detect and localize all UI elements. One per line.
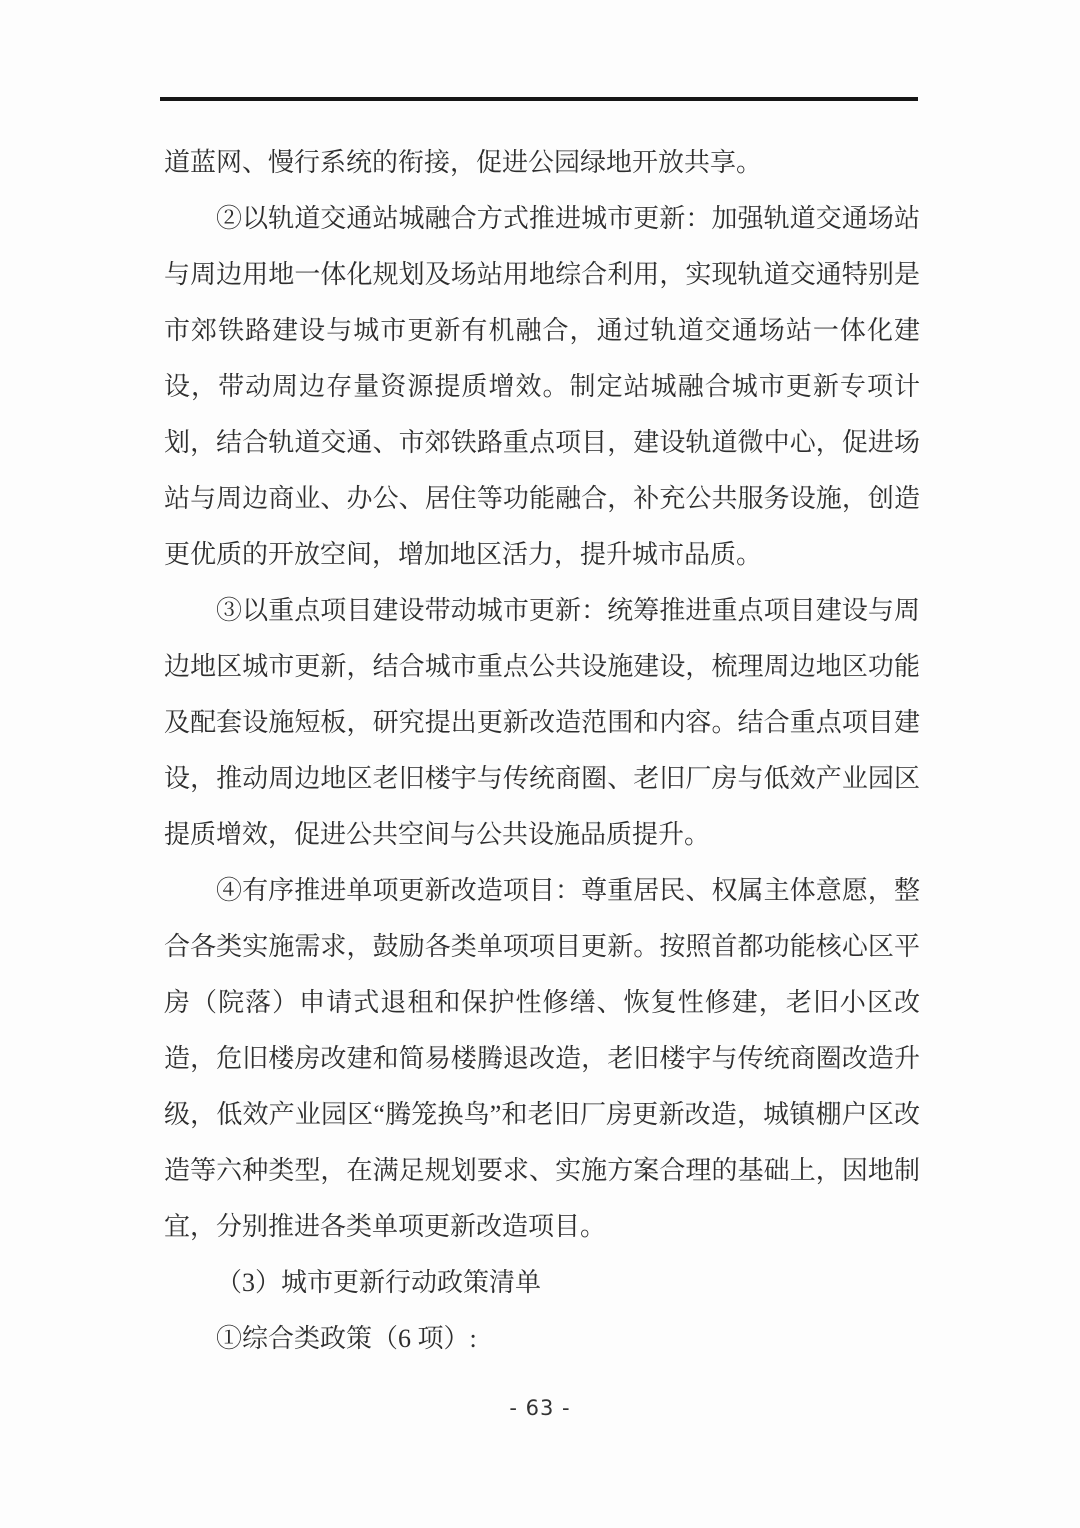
paragraph-item-4-single-renewal: ④有序推进单项更新改造项目：尊重居民、权属主体意愿，整合各类实施需求，鼓励各类单项项目更新。按照首都功能核心区平房（院落）申请式退租和保护性修缮、恢复性修建，老旧小区改造，危旧楼房改建和简易楼腾退改造，老旧楼宇与传统商圈改造升级，低效产业园区“腾笼换鸟”和老旧厂房更新改造，城镇棚户区改造等六种类型，在满足规划要求、实施方案合理的基础上，因地制宜，分别推进各类单项更新改造项目。 xyxy=(164,876,920,1241)
paragraph-comprehensive-policy-heading: ①综合类政策（6 项）: xyxy=(216,1324,477,1353)
paragraph-policy-list-heading: （3）城市更新行动政策清单 xyxy=(216,1268,542,1297)
paragraph-item-2-rail-transit: ②以轨道交通站城融合方式推进城市更新：加强轨道交通场站与周边用地一体化规划及场站用地综合利用，实现轨道交通特别是市郊铁路建设与城市更新有机融合，通过轨道交通场站一体化建设，带动周边存量资源提质增效。制定站城融合城市更新专项计划，结合轨道交通、市郊铁路重点项目，建设轨道微中心，促进场站与周边商业、办公、居住等功能融合，补充公共服务设施，创造更优质的开放空间，增加地区活力，提升城市品质。 xyxy=(164,204,920,569)
document-body xyxy=(164,135,920,1367)
page-number: - 63 - xyxy=(509,1396,571,1420)
paragraph-item-3-key-projects: ③以重点项目建设带动城市更新：统筹推进重点项目建设与周边地区城市更新，结合城市重点公共设施建设，梳理周边地区功能及配套设施短板，研究提出更新改造范围和内容。结合重点项目建设，推动周边地区老旧楼宇与传统商圈、老旧厂房与低效产业园区提质增效，促进公共空间与公共设施品质提升。 xyxy=(164,596,920,849)
header-rule xyxy=(160,97,918,101)
paragraph-continuation: 道蓝网、慢行系统的衔接，促进公园绿地开放共享。 xyxy=(164,148,763,177)
